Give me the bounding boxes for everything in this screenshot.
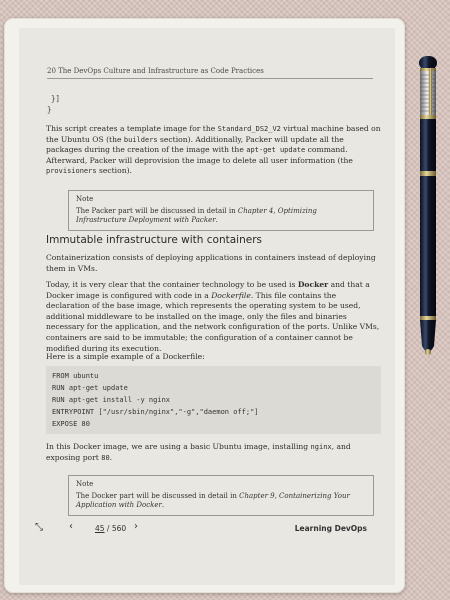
fountain-pen (416, 54, 442, 360)
note-label: Note (76, 480, 94, 488)
code-line: EXPOSE 80 (52, 420, 90, 428)
section-heading: Immutable infrastructure with containers (46, 234, 262, 246)
paragraph-docker: Today, it is very clear that the container technology to be used is Docker and that a Docker image is configured with code in a Dockerfile. This file contains the declaration of the base image, which represents the operating system to be used, additional middleware to be installed on the image, only the files and binaries necessary for the application, and the network configuration of the ports. Unlike VMs, containers are said to be immutable; the configuration of a container cannot be modified during its execution. (46, 280, 380, 353)
note-box-docker: Note The Docker part will be discussed in detail in Chapter 9, Containerizing Your Application with Docker. (68, 475, 374, 516)
reader-footer (19, 518, 395, 548)
code-line: FROM ubuntu (52, 372, 99, 380)
paragraph-packer-description: This script creates a template image for the Standard_DS2_V2 virtual machine based on the Ubuntu OS (the builders section). Additionally, Packer will update all the packages during the creation of the image with the apt-get update command. Afterward, Packer will deprovision the image to delete all user information (the provisioners section). (46, 124, 381, 176)
page-total: 560 (111, 524, 127, 533)
reader-screen (19, 28, 395, 585)
book-title[interactable]: Learning DevOps (294, 524, 367, 533)
paragraph-containerization: Containerization consists of deploying applications in containers instead of deploying them in VMs. (46, 253, 376, 273)
code-fragment: } (47, 105, 52, 114)
code-fragment: }] (51, 94, 61, 103)
page-indicator[interactable]: 45 / 560 (95, 524, 127, 533)
paragraph-dockerfile-intro: Here is a simple example of a Dockerfile: (46, 352, 205, 361)
collapse-arrows-icon[interactable]: ⤡ (35, 522, 43, 533)
code-line: RUN apt-get update (52, 384, 128, 392)
code-line: ENTRYPOINT ["/usr/sbin/nginx","-g","daemon off;"] (52, 408, 259, 416)
note-box-packer: Note The Packer part will be discussed in detail in Chapter 4, Optimizing Infrastructure Deployment with Packer. (68, 190, 374, 231)
note-label: Note (76, 195, 94, 203)
page-current: 45 (95, 524, 105, 533)
page-header: 20 The DevOps Culture and Infrastructure as Code Practices (47, 67, 264, 75)
header-rule (47, 78, 373, 79)
chevron-left-icon[interactable]: ‹ (69, 521, 73, 532)
dockerfile-code-block (46, 366, 381, 434)
paragraph-docker-image: In this Docker image, we are using a basic Ubuntu image, installing nginx, and exposing port 80. (46, 442, 351, 462)
chevron-right-icon[interactable]: › (134, 521, 138, 532)
e-reader-device (4, 18, 405, 593)
code-line: RUN apt-get install -y nginx (52, 396, 171, 404)
